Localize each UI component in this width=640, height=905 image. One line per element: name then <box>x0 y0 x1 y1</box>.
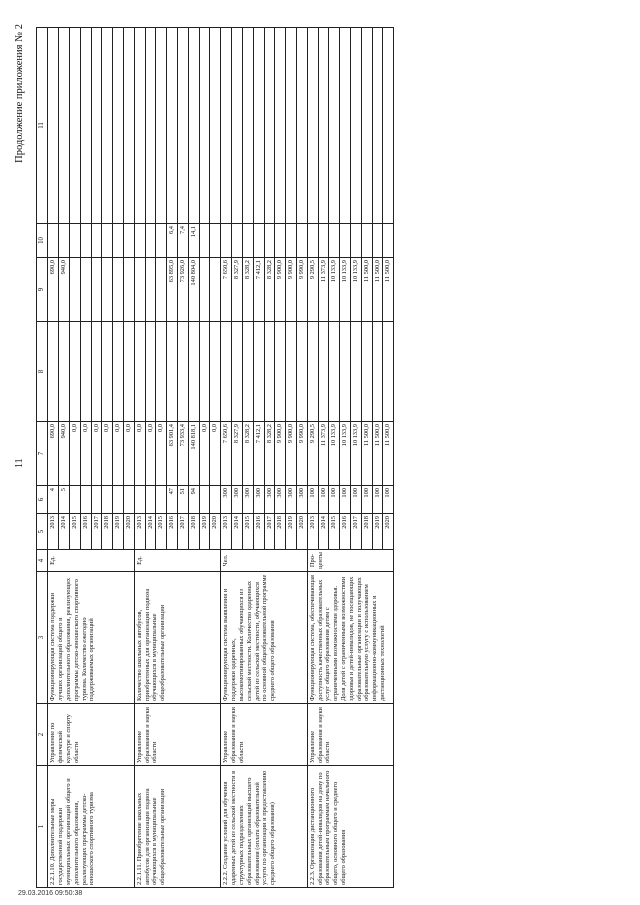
regional-cell: 8 328,2 <box>242 258 253 322</box>
other-cell <box>286 28 297 224</box>
regional-cell: 73 926,0 <box>178 258 189 322</box>
indicator-value-cell <box>102 486 113 514</box>
other-cell <box>69 28 80 224</box>
year-cell: 2017 <box>264 514 275 550</box>
responsible-cell: Управление образования и науки области <box>134 704 221 766</box>
total-cell: 10 133,9 <box>351 422 362 486</box>
total-cell: 0,0 <box>80 422 91 486</box>
indicator-value-cell: 100 <box>340 486 351 514</box>
regional-cell <box>210 258 221 322</box>
regional-cell: 10 133,9 <box>329 258 340 322</box>
year-cell: 2020 <box>123 514 134 550</box>
year-cell: 2014 <box>59 514 70 550</box>
local-cell: 6,4 <box>167 224 178 258</box>
regional-cell <box>113 258 124 322</box>
program-table <box>36 27 394 888</box>
column-number-9: 9 <box>37 258 48 322</box>
total-cell: 9 900,0 <box>286 422 297 486</box>
indicator-value-cell: 100 <box>318 486 329 514</box>
column-number-10: 10 <box>37 224 48 258</box>
other-cell <box>264 28 275 224</box>
total-cell: 690,0 <box>48 422 59 486</box>
indicator-value-cell: 100 <box>307 486 318 514</box>
indicator-value-cell: 300 <box>221 486 232 514</box>
total-cell: 10 133,9 <box>329 422 340 486</box>
total-cell: 11 500,0 <box>372 422 383 486</box>
column-number-2: 2 <box>37 704 48 766</box>
other-cell <box>123 28 134 224</box>
regional-cell <box>102 258 113 322</box>
total-cell: 11 373,9 <box>318 422 329 486</box>
other-cell <box>210 28 221 224</box>
regional-cell: 9 900,0 <box>286 258 297 322</box>
federal-cell <box>102 322 113 422</box>
year-cell: 2019 <box>286 514 297 550</box>
total-cell: 0,0 <box>145 422 156 486</box>
regional-cell <box>145 258 156 322</box>
indicator-value-cell: 300 <box>232 486 243 514</box>
total-cell: 0,0 <box>123 422 134 486</box>
indicator-value-cell: 300 <box>286 486 297 514</box>
year-cell: 2015 <box>69 514 80 550</box>
federal-cell <box>372 322 383 422</box>
regional-cell <box>91 258 102 322</box>
regional-cell <box>80 258 91 322</box>
other-cell <box>102 28 113 224</box>
federal-cell <box>264 322 275 422</box>
indicator-value-cell: 300 <box>296 486 307 514</box>
total-cell: 10 133,9 <box>340 422 351 486</box>
regional-cell: 140 804,0 <box>188 258 199 322</box>
other-cell <box>134 28 145 224</box>
local-cell <box>372 224 383 258</box>
year-cell: 2020 <box>210 514 221 550</box>
total-cell: 940,0 <box>59 422 70 486</box>
year-cell: 2013 <box>307 514 318 550</box>
footer-timestamp: 29.03.2016 09:50:38 <box>18 890 83 897</box>
regional-cell: 8 328,2 <box>264 258 275 322</box>
year-cell: 2017 <box>351 514 362 550</box>
other-cell <box>80 28 91 224</box>
federal-cell <box>296 322 307 422</box>
federal-cell <box>307 322 318 422</box>
regional-cell: 940,0 <box>59 258 70 322</box>
other-cell <box>221 28 232 224</box>
local-cell <box>318 224 329 258</box>
total-cell: 7 650,6 <box>221 422 232 486</box>
local-cell <box>59 224 70 258</box>
total-cell: 0,0 <box>199 422 210 486</box>
total-cell: 0,0 <box>102 422 113 486</box>
column-number-4: 4 <box>37 550 48 572</box>
federal-cell <box>383 322 394 422</box>
federal-cell <box>188 322 199 422</box>
federal-cell <box>178 322 189 422</box>
indicator-value-cell: 4 <box>48 486 59 514</box>
total-cell: 7 412,1 <box>253 422 264 486</box>
regional-cell: 10 133,9 <box>340 258 351 322</box>
federal-cell <box>242 322 253 422</box>
total-cell: 0,0 <box>210 422 221 486</box>
total-cell: 0,0 <box>156 422 167 486</box>
total-cell: 11 500,0 <box>383 422 394 486</box>
federal-cell <box>134 322 145 422</box>
table-row <box>48 28 59 888</box>
total-cell: 0,0 <box>69 422 80 486</box>
unit-cell: Про-центы <box>307 550 394 572</box>
regional-cell: 8 327,9 <box>232 258 243 322</box>
year-cell: 2017 <box>178 514 189 550</box>
other-cell <box>340 28 351 224</box>
year-cell: 2014 <box>232 514 243 550</box>
year-cell: 2018 <box>102 514 113 550</box>
federal-cell <box>340 322 351 422</box>
other-cell <box>351 28 362 224</box>
year-cell: 2019 <box>113 514 124 550</box>
other-cell <box>329 28 340 224</box>
indicator-value-cell: 94 <box>188 486 199 514</box>
federal-cell <box>351 322 362 422</box>
total-cell: 140 818,1 <box>188 422 199 486</box>
year-cell: 2015 <box>329 514 340 550</box>
year-cell: 2019 <box>372 514 383 550</box>
indicator-value-cell <box>91 486 102 514</box>
indicator-value-cell: 100 <box>351 486 362 514</box>
other-cell <box>372 28 383 224</box>
year-cell: 2016 <box>253 514 264 550</box>
other-cell <box>113 28 124 224</box>
other-cell <box>59 28 70 224</box>
year-cell: 2019 <box>199 514 210 550</box>
local-cell <box>242 224 253 258</box>
regional-cell: 10 133,9 <box>351 258 362 322</box>
local-cell <box>361 224 372 258</box>
year-cell: 2016 <box>340 514 351 550</box>
local-cell <box>48 224 59 258</box>
federal-cell <box>167 322 178 422</box>
year-cell: 2017 <box>91 514 102 550</box>
other-cell <box>188 28 199 224</box>
year-cell: 2013 <box>221 514 232 550</box>
local-cell <box>199 224 210 258</box>
federal-cell <box>329 322 340 422</box>
indicator-value-cell <box>123 486 134 514</box>
federal-cell <box>361 322 372 422</box>
activity-name-cell: 2.2.1.10. Дополнительные меры государственной поддержки муниципальных организаций общего и дополнительного образования, реализующих программы детско-юношеского спортивного туризма <box>48 766 135 888</box>
federal-cell <box>113 322 124 422</box>
responsible-cell: Управление по физической культуре и спорту области <box>48 704 135 766</box>
regional-cell <box>134 258 145 322</box>
indicator-value-cell: 47 <box>167 486 178 514</box>
local-cell: 7,4 <box>178 224 189 258</box>
table-row <box>134 28 145 888</box>
other-cell <box>296 28 307 224</box>
indicator-value-cell <box>69 486 80 514</box>
year-cell: 2018 <box>275 514 286 550</box>
indicator-value-cell: 300 <box>275 486 286 514</box>
regional-cell: 9 290,5 <box>307 258 318 322</box>
table-row <box>307 28 318 888</box>
responsible-cell: Управление образования и науки области <box>221 704 308 766</box>
total-cell: 8 327,9 <box>232 422 243 486</box>
indicator-value-cell <box>145 486 156 514</box>
year-cell: 2018 <box>361 514 372 550</box>
result-indicator-cell: Функционирующая система выявления и поддержки одаренных, высокомотивированных обучающихся из сельской местности. Количество одаренных детей из сельской местности, обучающихся по основной общеобразовательной программе среднего общего образования <box>221 572 308 704</box>
year-cell: 2014 <box>318 514 329 550</box>
other-cell <box>232 28 243 224</box>
local-cell <box>134 224 145 258</box>
total-cell: 8 328,2 <box>264 422 275 486</box>
local-cell <box>91 224 102 258</box>
regional-cell: 7 412,1 <box>253 258 264 322</box>
local-cell <box>156 224 167 258</box>
local-cell <box>80 224 91 258</box>
local-cell <box>329 224 340 258</box>
federal-cell <box>253 322 264 422</box>
indicator-value-cell <box>80 486 91 514</box>
year-cell: 2013 <box>48 514 59 550</box>
other-cell <box>156 28 167 224</box>
regional-cell <box>156 258 167 322</box>
indicator-value-cell <box>199 486 210 514</box>
other-cell <box>178 28 189 224</box>
local-cell <box>351 224 362 258</box>
total-cell: 9 990,0 <box>296 422 307 486</box>
regional-cell: 11 500,0 <box>383 258 394 322</box>
regional-cell: 9 900,0 <box>275 258 286 322</box>
other-cell <box>318 28 329 224</box>
result-indicator-cell: Функционирующая система поддержки лучших организаций общего и дополнительного образования, реализующих программы детско-юношеского спортивного туризма. Количество ежегодно поддерживаемых организаций <box>48 572 135 704</box>
local-cell <box>307 224 318 258</box>
result-indicator-cell: Количество школьных автобусов, приобретенных для организации подвоза обучающихся в муниципальные общеобразовательные организации <box>134 572 221 704</box>
local-cell <box>264 224 275 258</box>
indicator-value-cell: 100 <box>372 486 383 514</box>
regional-cell <box>69 258 80 322</box>
total-cell: 73 933,4 <box>178 422 189 486</box>
federal-cell <box>145 322 156 422</box>
regional-cell: 63 895,0 <box>167 258 178 322</box>
local-cell <box>296 224 307 258</box>
total-cell: 0,0 <box>134 422 145 486</box>
year-cell: 2020 <box>296 514 307 550</box>
local-cell <box>69 224 80 258</box>
federal-cell <box>156 322 167 422</box>
column-number-3: 3 <box>37 572 48 704</box>
regional-cell <box>199 258 210 322</box>
regional-cell: 7 650,6 <box>221 258 232 322</box>
local-cell <box>145 224 156 258</box>
other-cell <box>253 28 264 224</box>
local-cell <box>383 224 394 258</box>
appendix-label: Продолжение приложения № 2 <box>14 24 25 163</box>
year-cell: 2020 <box>383 514 394 550</box>
local-cell <box>102 224 113 258</box>
local-cell <box>113 224 124 258</box>
other-cell <box>383 28 394 224</box>
column-number-6: 6 <box>37 486 48 514</box>
indicator-value-cell <box>156 486 167 514</box>
column-number-8: 8 <box>37 322 48 422</box>
other-cell <box>167 28 178 224</box>
column-number-11: 11 <box>37 28 48 224</box>
local-cell <box>221 224 232 258</box>
unit-cell: Ед. <box>134 550 221 572</box>
other-cell <box>145 28 156 224</box>
other-cell <box>91 28 102 224</box>
result-indicator-cell: Функционирующая система, обеспечивающая доступность качественных образовательных услуг общего образования детям с ограниченными возможностями здоровья. Доля детей с ограниченными возможностями здоровья и детей-инвалидов, не посещающих образовательные организации и получающих образовательную услугу с использованием информационно-коммуникационных и дистанционных технологий <box>307 572 394 704</box>
federal-cell <box>232 322 243 422</box>
federal-cell <box>59 322 70 422</box>
local-cell <box>210 224 221 258</box>
year-cell: 2016 <box>167 514 178 550</box>
total-cell: 11 500,0 <box>361 422 372 486</box>
year-cell: 2014 <box>145 514 156 550</box>
other-cell <box>275 28 286 224</box>
indicator-value-cell: 300 <box>253 486 264 514</box>
federal-cell <box>221 322 232 422</box>
local-cell <box>232 224 243 258</box>
federal-cell <box>318 322 329 422</box>
regional-cell: 11 373,9 <box>318 258 329 322</box>
column-number-row <box>37 28 48 888</box>
local-cell <box>253 224 264 258</box>
regional-cell <box>123 258 134 322</box>
year-cell: 2016 <box>80 514 91 550</box>
year-cell: 2013 <box>134 514 145 550</box>
regional-cell: 9 990,0 <box>296 258 307 322</box>
other-cell <box>361 28 372 224</box>
year-cell: 2015 <box>156 514 167 550</box>
other-cell <box>242 28 253 224</box>
indicator-value-cell: 5 <box>59 486 70 514</box>
indicator-value-cell: 100 <box>329 486 340 514</box>
federal-cell <box>48 322 59 422</box>
activity-name-cell: 2.2.2. Создание условий для обучения одаренных детей из сельской местности в структурных подразделениях образовательных организаций высшего образования (оплата образовательной услуги по организации и предоставлению среднего общего образования) <box>221 766 308 888</box>
total-cell: 0,0 <box>113 422 124 486</box>
regional-cell: 11 500,0 <box>372 258 383 322</box>
indicator-value-cell <box>113 486 124 514</box>
unit-cell: Ед. <box>48 550 135 572</box>
year-cell: 2015 <box>242 514 253 550</box>
total-cell: 9 900,0 <box>275 422 286 486</box>
unit-cell: Чел. <box>221 550 308 572</box>
federal-cell <box>69 322 80 422</box>
federal-cell <box>199 322 210 422</box>
total-cell: 9 290,5 <box>307 422 318 486</box>
other-cell <box>48 28 59 224</box>
column-number-1: 1 <box>37 766 48 888</box>
indicator-value-cell: 300 <box>242 486 253 514</box>
activity-name-cell: 2.2.1.11. Приобретение школьных автобусов для организации подвоза обучающихся в муниципальные общеобразовательные организации <box>134 766 221 888</box>
table-row <box>221 28 232 888</box>
other-cell <box>307 28 318 224</box>
federal-cell <box>286 322 297 422</box>
year-cell: 2018 <box>188 514 199 550</box>
column-number-5: 5 <box>37 514 48 550</box>
local-cell <box>123 224 134 258</box>
indicator-value-cell: 300 <box>264 486 275 514</box>
local-cell: 14,1 <box>188 224 199 258</box>
indicator-value-cell <box>134 486 145 514</box>
page-number: 11 <box>14 458 25 468</box>
federal-cell <box>275 322 286 422</box>
local-cell <box>340 224 351 258</box>
federal-cell <box>123 322 134 422</box>
total-cell: 0,0 <box>91 422 102 486</box>
federal-cell <box>91 322 102 422</box>
regional-cell: 690,0 <box>48 258 59 322</box>
activity-name-cell: 2.2.3. Организация дистанционного образования детей-инвалидов на дому по образовательным программам начального общего, основного общего и среднего общего образования <box>307 766 394 888</box>
total-cell: 63 901,4 <box>167 422 178 486</box>
indicator-value-cell: 51 <box>178 486 189 514</box>
indicator-value-cell <box>210 486 221 514</box>
federal-cell <box>80 322 91 422</box>
federal-cell <box>210 322 221 422</box>
indicator-value-cell: 100 <box>383 486 394 514</box>
other-cell <box>199 28 210 224</box>
rotated-page <box>14 18 634 888</box>
local-cell <box>286 224 297 258</box>
regional-cell: 11 500,0 <box>361 258 372 322</box>
indicator-value-cell: 100 <box>361 486 372 514</box>
responsible-cell: Управление образования и науки области <box>307 704 394 766</box>
local-cell <box>275 224 286 258</box>
column-number-7: 7 <box>37 422 48 486</box>
total-cell: 8 328,2 <box>242 422 253 486</box>
